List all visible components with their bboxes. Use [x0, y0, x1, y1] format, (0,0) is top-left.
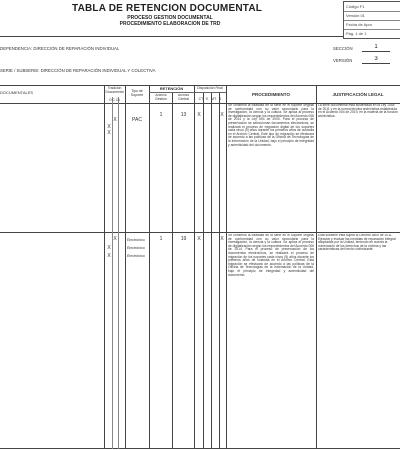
disposicion-mark: X: [197, 236, 201, 242]
disposicion-mark: X: [197, 112, 201, 118]
justificacion-text: La serie documental está sustentada en la Ley 1448 de 2011 y en la norma técnica archivística establecida en el Acuerdo 004 de 2019, en la materia de la función archivística.: [318, 104, 398, 118]
tradicion-mark: X: [113, 117, 117, 123]
version-label: VERSIÓN: [333, 58, 353, 63]
soporte-header: Tipo de Soporte: [130, 89, 144, 97]
meta-version: Versión 01: [344, 11, 400, 21]
document-title: TABLA DE RETENCIÓN DOCUMENTAL: [72, 3, 262, 14]
meta-approval-date: Fecha de Apro: [344, 20, 400, 30]
table-row-divider: [0, 232, 400, 233]
dependency-label: DEPENDENCIA: DIRECCIÓN DE REPARACIÓN INDIVIDUAL: [0, 46, 120, 51]
tradicion-mark: X: [107, 245, 111, 251]
procedimiento-text: Se conserva la totalidad de la serie en el soporte original de conformidad con su valor secundario para la investigación, la ciencia y la cultura. Se aplica al proceso de digitalización según los requerimientos del Acuerdo 006 de 2014 y la Ley 594 de 2000. Para el proceso de preservación se seleccionan documentos electrónicos, se realizará el proceso de migración digital de los soportes cada cinco (5) años durante los primeros años de custodia en el Archivo Central. Este tipo de migración se efectuará de acuerdo a las políticas de la Oficina de Tecnologías de la Información de la Unidad, bajo el principio de integridad y autenticidad del documento.: [228, 104, 314, 147]
disposicion-mark: X: [220, 236, 224, 242]
tradicion-header: Tradición Documental: [105, 86, 124, 94]
disposicion-header: Disposición Final: [197, 86, 223, 90]
retencion-header: RETENCIÓN: [159, 86, 184, 91]
header-divider: [0, 36, 343, 37]
process-subtitle: PROCESO GESTIÓN DOCUMENTAL: [127, 15, 213, 21]
archivo-central-header: Archivo Central: [177, 94, 190, 101]
series-label: SERIE / SUBSERIE: DIRECCIÓN DE REPARACIÓN INDIVIDUAL Y COLECTIVA: [0, 68, 156, 73]
gestion-value: 1: [159, 236, 163, 242]
justificacion-header: JUSTIFICACIÓN LEGAL: [332, 92, 384, 97]
version-underline: [362, 63, 390, 64]
documentales-header: DOCUMENTALES: [0, 90, 34, 95]
disposicion-subheader: CT E MT S: [198, 97, 222, 101]
document-meta-box: [343, 1, 400, 39]
archivo-gestion-header: Archivo Gestión: [155, 94, 167, 101]
tradicion-mark: X: [107, 253, 111, 259]
meta-code: Código F1: [344, 2, 400, 12]
section-label: SECCIÓN: [333, 46, 353, 51]
meta-page: Pág. 1 de 1: [346, 31, 367, 36]
version-value: 3: [374, 56, 378, 62]
tradicion-mark: X: [113, 236, 117, 242]
justificacion-text: Esta subserie está sujeta al Decreto 4800 de 2011. Ejecutar y evaluar las medidas de reparación integral adoptadas por la Unidad, teniendo en cuenta la vulneración de los derechos de la víctima y las características del hecho victimizante.: [318, 234, 396, 252]
table-bottom-border: [0, 448, 400, 449]
procedimiento-header: PROCEDIMIENTO: [252, 92, 290, 97]
procedure-subtitle: PROCEDIMIENTO ELABORACIÓN DE TRD: [119, 21, 221, 27]
section-underline: [362, 51, 390, 52]
central-value: 19: [180, 236, 187, 242]
central-value: 13: [180, 112, 187, 118]
disposicion-mark: X: [220, 112, 224, 118]
soporte-value: PAC: [132, 117, 142, 123]
gestion-value: 1: [159, 112, 163, 118]
section-value: 1: [374, 44, 378, 50]
soporte-value: Electrónico Electrónico Electrónico: [127, 238, 145, 258]
tradicion-subheader: O C Cc: [108, 98, 121, 102]
procedimiento-text: Se conserva la totalidad de la serie en el soporte original de conformidad con su valor secundario para la investigación, la ciencia y la cultura. Se aplica el proceso de digitalización según los requerimientos del Acuerdo 006 de 2014. Para el proceso de preservación de los documentos electrónicos, se realizará el proceso de migración de los soportes cada cinco (5) años durante los primeros años de custodia en el Archivo Central. Esta migración se efectuará de acuerdo a las políticas de la Oficina de Tecnologías de la Información de la Unidad, bajo el principio de integridad y autenticidad del documento.: [228, 234, 314, 277]
tradicion-mark: X: [107, 130, 111, 136]
tradicion-mark: X: [107, 124, 111, 130]
